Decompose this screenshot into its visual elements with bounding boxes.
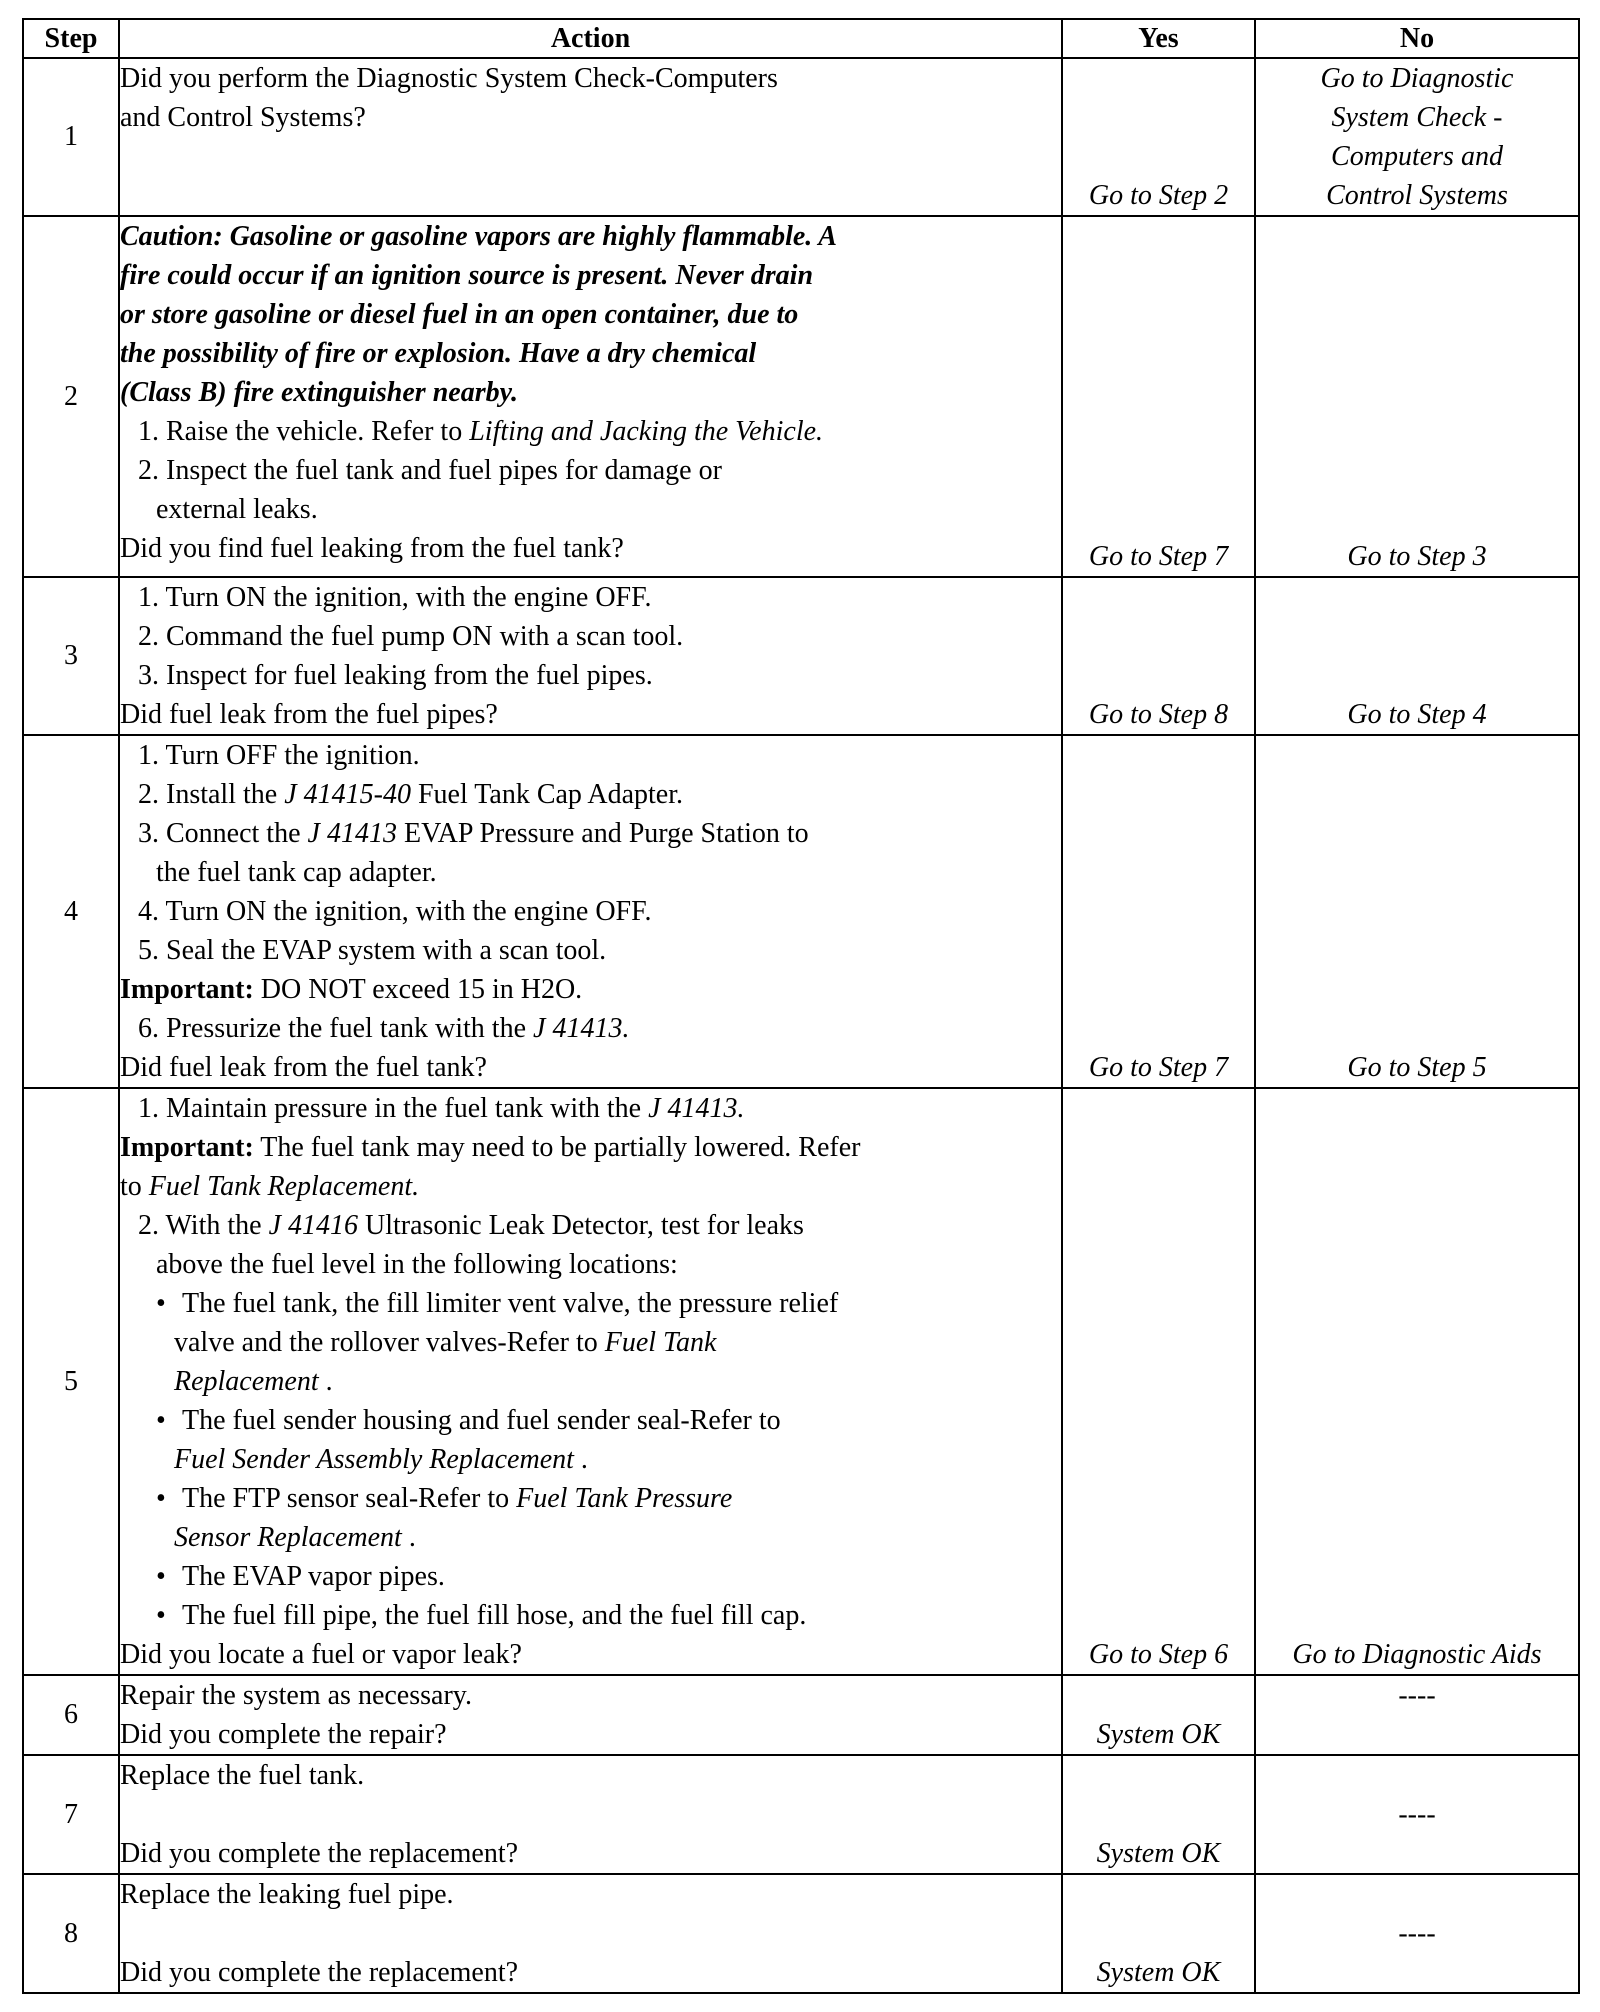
yes-link[interactable]: System OK (1062, 1755, 1255, 1874)
step-item (120, 814, 1061, 853)
tool-ref: J 41413 (307, 818, 397, 849)
item-text: . (573, 1444, 588, 1475)
step-number: 6 (23, 1675, 119, 1755)
important-label: Important: (120, 974, 254, 1005)
step-item (120, 775, 1061, 814)
item-text: 1. Maintain pressure in the fuel tank with the (138, 1093, 649, 1124)
reference-link[interactable]: Replacement (174, 1366, 319, 1397)
yes-link[interactable]: System OK (1062, 1675, 1255, 1755)
step-item: 2. Command the fuel pump ON with a scan tool. (138, 621, 684, 652)
caution-line: (Class B) fire extinguisher nearby. (120, 377, 518, 408)
item-text: Ultrasonic Leak Detector, test for leaks (358, 1210, 804, 1241)
yes-link[interactable]: Go to Step 2 (1062, 58, 1255, 216)
bullet-icon: • (156, 1405, 166, 1436)
bullet-icon: • (156, 1288, 166, 1319)
yes-link[interactable]: Go to Step 7 (1062, 216, 1255, 577)
important-text: DO NOT exceed 15 in H2O. (253, 974, 583, 1005)
step-item: 1. Turn OFF the ignition. (138, 740, 420, 771)
item-text: . (318, 1366, 333, 1397)
header-no: No (1255, 19, 1579, 58)
question: Did you complete the replacement? (120, 1838, 519, 1869)
bullet-icon: • (156, 1483, 166, 1514)
action-cell (119, 1874, 1062, 1993)
action-line: Replace the fuel tank. (120, 1760, 365, 1791)
bullet-item (120, 1401, 1061, 1440)
item-text: 2. With the (138, 1210, 269, 1241)
bullet-item-cont (120, 1362, 1061, 1401)
action-line: Replace the leaking fuel pipe. (120, 1879, 454, 1910)
no-dash: ---- (1255, 1874, 1579, 1993)
no-link[interactable]: Go to Diagnostic Aids (1255, 1088, 1579, 1675)
caution-line: fire could occur if an ignition source is present. Never drain (120, 260, 814, 291)
no-dash: ---- (1255, 1755, 1579, 1874)
step-number: 1 (23, 58, 119, 216)
question: Did you locate a fuel or vapor leak? (120, 1639, 522, 1670)
step-item: 2. Inspect the fuel tank and fuel pipes for damage or (138, 455, 722, 486)
step-number: 7 (23, 1755, 119, 1874)
step-item-cont: external leaks. (156, 494, 318, 525)
table-row (23, 577, 1579, 735)
yes-link[interactable]: Go to Step 7 (1062, 735, 1255, 1088)
item-text: 3. Connect the (138, 818, 308, 849)
important-label: Important: (120, 1132, 254, 1163)
tool-ref: J 41416 (268, 1210, 359, 1241)
no-link-line: Computers and (1331, 141, 1503, 172)
table-row (23, 1088, 1579, 1675)
item-text: 6. Pressurize the fuel tank with the (138, 1013, 534, 1044)
caution-line: Caution: Gasoline or gasoline vapors are highly flammable. A (120, 221, 837, 252)
step-number: 3 (23, 577, 119, 735)
question: Did fuel leak from the fuel pipes? (120, 699, 498, 730)
step-item (120, 1089, 1061, 1128)
item-text: . (401, 1522, 416, 1553)
item-text: 2. Install the (138, 779, 285, 810)
reference-link[interactable]: Fuel Sender Assembly Replacement (174, 1444, 574, 1475)
header-row (23, 19, 1579, 58)
blank-line (120, 1795, 1061, 1834)
step-item: 5. Seal the EVAP system with a scan tool. (138, 935, 607, 966)
no-link-line: Control Systems (1326, 180, 1508, 211)
bullet-icon: • (156, 1600, 166, 1631)
no-link-line: Go to Diagnostic (1320, 63, 1514, 94)
question: Did fuel leak from the fuel tank? (120, 1052, 487, 1083)
bullet-item (120, 1557, 1061, 1596)
important-note-cont (120, 1167, 1061, 1206)
bullet-item (120, 1596, 1061, 1635)
action-line: Did you perform the Diagnostic System Check-Computers (120, 63, 778, 94)
reference-link[interactable]: Sensor Replacement (174, 1522, 402, 1553)
action-line: and Control Systems? (120, 102, 366, 133)
step-item (120, 1009, 1061, 1048)
no-dash: ---- (1255, 1675, 1579, 1755)
caution-line: or store gasoline or diesel fuel in an open container, due to (120, 299, 799, 330)
important-text: The fuel tank may need to be partially lowered. Refer (253, 1132, 861, 1163)
bullet-icon: • (156, 1561, 166, 1592)
item-text: 1. Raise the vehicle. Refer to (138, 416, 470, 447)
item-text: EVAP Pressure and Purge Station to (396, 818, 809, 849)
item-text: to (120, 1171, 149, 1202)
no-link[interactable] (1255, 58, 1579, 216)
item-text: The fuel fill pipe, the fuel fill hose, and the fuel fill cap. (182, 1600, 807, 1631)
diagnostic-table (22, 18, 1580, 1994)
step-number: 4 (23, 735, 119, 1088)
bullet-item (120, 1284, 1061, 1323)
item-text: valve and the rollover valves-Refer to (174, 1327, 605, 1358)
yes-link[interactable]: System OK (1062, 1874, 1255, 1993)
item-text: The fuel sender housing and fuel sender seal-Refer to (182, 1405, 781, 1436)
action-cell (119, 1675, 1062, 1755)
no-link[interactable]: Go to Step 5 (1255, 735, 1579, 1088)
reference-link[interactable]: Fuel Tank Pressure (516, 1483, 733, 1514)
header-yes: Yes (1062, 19, 1255, 58)
item-text: The fuel tank, the fill limiter vent valve, the pressure relief (182, 1288, 839, 1319)
table-row (23, 1755, 1579, 1874)
step-number: 8 (23, 1874, 119, 1993)
important-note (120, 1128, 1061, 1167)
table-row (23, 216, 1579, 577)
step-item-cont: above the fuel level in the following locations: (156, 1249, 678, 1280)
yes-link[interactable]: Go to Step 6 (1062, 1088, 1255, 1675)
question: Did you find fuel leaking from the fuel tank? (120, 533, 624, 564)
question: Did you complete the replacement? (120, 1957, 519, 1988)
item-text: The EVAP vapor pipes. (182, 1561, 445, 1592)
caution-line: the possibility of fire or explosion. Have a dry chemical (120, 338, 757, 369)
step-item (120, 412, 1061, 451)
bullet-item-cont (120, 1440, 1061, 1479)
header-step: Step (23, 19, 119, 58)
tool-ref: J 41413. (533, 1013, 630, 1044)
no-link[interactable]: Go to Step 4 (1255, 577, 1579, 735)
step-item (120, 1206, 1061, 1245)
no-link[interactable]: Go to Step 3 (1255, 216, 1579, 577)
item-text: The FTP sensor seal-Refer to (182, 1483, 517, 1514)
action-line: Repair the system as necessary. (120, 1680, 472, 1711)
yes-link[interactable]: Go to Step 8 (1062, 577, 1255, 735)
action-cell (119, 1088, 1062, 1675)
action-cell (119, 735, 1062, 1088)
action-cell (119, 577, 1062, 735)
table-row (23, 58, 1579, 216)
table-row (23, 1874, 1579, 1993)
table-row (23, 735, 1579, 1088)
bullet-item-cont (120, 1518, 1061, 1557)
action-cell (119, 216, 1062, 577)
table-row (23, 1675, 1579, 1755)
reference-link[interactable]: Fuel Tank (604, 1327, 717, 1358)
step-item-cont: the fuel tank cap adapter. (156, 857, 437, 888)
action-cell (119, 58, 1062, 216)
question: Did you complete the repair? (120, 1719, 447, 1750)
step-item: 3. Inspect for fuel leaking from the fuel pipes. (138, 660, 653, 691)
action-cell (119, 1755, 1062, 1874)
important-note (120, 970, 1061, 1009)
reference-link[interactable]: Fuel Tank Replacement. (148, 1171, 420, 1202)
bullet-item (120, 1479, 1061, 1518)
step-number: 5 (23, 1088, 119, 1675)
header-action: Action (119, 19, 1062, 58)
item-text: Fuel Tank Cap Adapter. (410, 779, 684, 810)
step-item: 1. Turn ON the ignition, with the engine OFF. (138, 582, 652, 613)
step-number: 2 (23, 216, 119, 577)
reference-link[interactable]: Lifting and Jacking the Vehicle. (469, 416, 824, 447)
bullet-item-cont (120, 1323, 1061, 1362)
blank-line (120, 1914, 1061, 1953)
tool-ref: J 41415-40 (284, 779, 411, 810)
tool-ref: J 41413. (648, 1093, 745, 1124)
step-item: 4. Turn ON the ignition, with the engine OFF. (138, 896, 652, 927)
no-link-line: System Check - (1331, 102, 1503, 133)
